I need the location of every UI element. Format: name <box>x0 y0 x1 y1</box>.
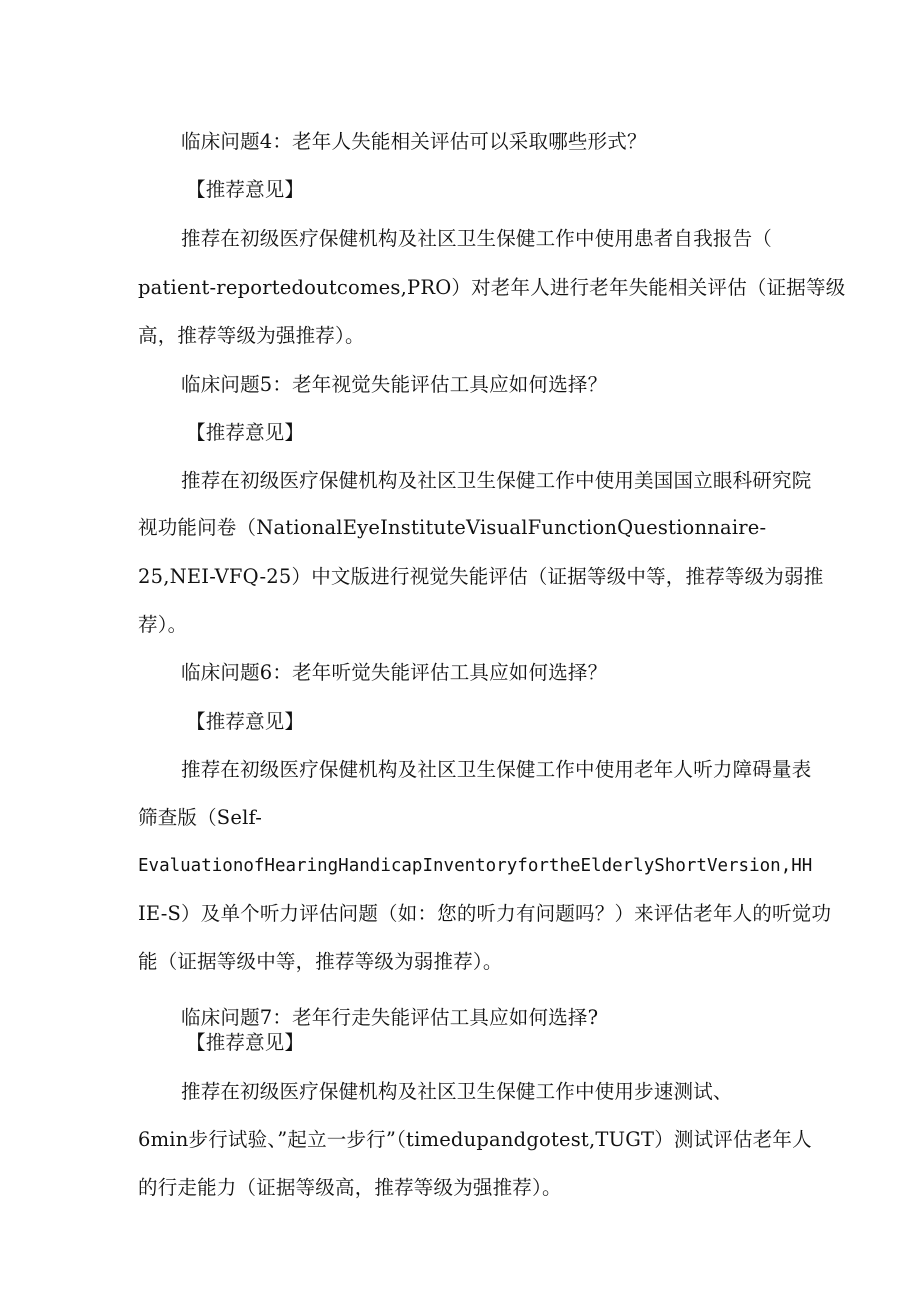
recommendation-label: 【推荐意见】 <box>186 178 305 201</box>
body-line: EvaluationofHearingHandicapInventoryfortheElderlyShortVersion,HH <box>138 856 813 876</box>
body-line: 6min步行试验、”起立一步行”（timedupandgotest,TUGT）测试评估老年人 <box>138 1128 812 1151</box>
body-line: patient-reportedoutcomes,PRO）对老年人进行老年失能相关评估（证据等级 <box>138 276 846 299</box>
body-line: IE-S）及单个听力评估问题（如：您的听力有问题吗？）来评估老年人的听觉功 <box>138 902 832 925</box>
body-line: 高，推荐等级为强推荐）。 <box>138 324 365 347</box>
body-line: 推荐在初级医疗保健机构及社区卫生保健工作中使用患者自我报告（ <box>181 227 773 250</box>
body-line: 的行走能力（证据等级高，推荐等级为强推荐）。 <box>138 1176 562 1199</box>
body-line: 视功能问卷（NationalEyeInstituteVisualFunctionQuestionnaire- <box>138 516 767 539</box>
body-line: 能（证据等级中等，推荐等级为弱推荐）。 <box>138 950 503 973</box>
question-heading: 临床问题5：老年视觉失能评估工具应如何选择？ <box>181 373 608 396</box>
body-line: 25,NEI-VFQ-25）中文版进行视觉失能评估（证据等级中等，推荐等级为弱推 <box>138 565 824 588</box>
recommendation-label: 【推荐意见】 <box>186 1031 305 1054</box>
body-line: 推荐在初级医疗保健机构及社区卫生保健工作中使用步速测试、 <box>181 1080 733 1103</box>
recommendation-label: 【推荐意见】 <box>186 421 305 444</box>
question-heading: 临床问题7：老年行走失能评估工具应如何选择? <box>181 1006 599 1029</box>
recommendation-label: 【推荐意见】 <box>186 710 305 733</box>
body-line: 荐）。 <box>138 613 188 636</box>
body-line: 筛查版（Self- <box>138 806 263 829</box>
body-line: 推荐在初级医疗保健机构及社区卫生保健工作中使用老年人听力障碍量表 <box>181 758 812 781</box>
question-heading: 临床问题6：老年听觉失能评估工具应如何选择？ <box>181 661 608 684</box>
question-heading: 临床问题4：老年人失能相关评估可以采取哪些形式？ <box>181 130 647 153</box>
body-line: 推荐在初级医疗保健机构及社区卫生保健工作中使用美国国立眼科研究院 <box>181 469 812 492</box>
